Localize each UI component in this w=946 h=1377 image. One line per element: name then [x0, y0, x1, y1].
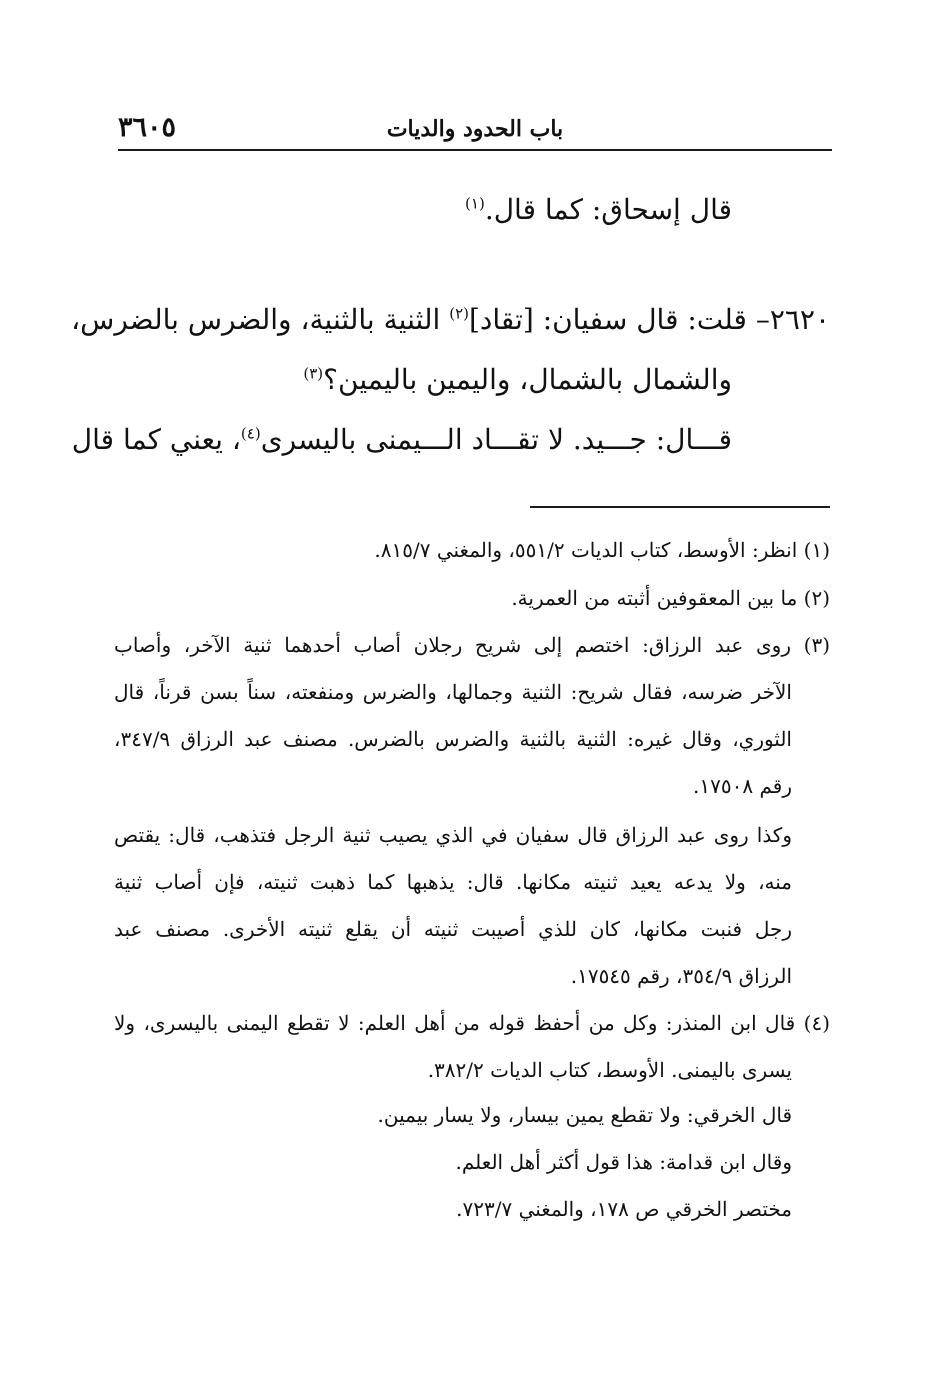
main-line-1: [465, 193, 732, 226]
footnote-3-line: الثوري، وقال غيره: الثنية بالثنية والضرس بالضرس. مصنف عبد الرزاق ٣٤٧/٩،: [114, 727, 792, 751]
main-line-2: [71, 303, 830, 336]
footnote-4-line: مختصر الخرقي ص ١٧٨، والمغني ٧٢٣/٧.: [456, 1197, 792, 1221]
footnote-4-line: يسرى باليمنى. الأوسط، كتاب الديات ٣٨٢/٢.: [427, 1058, 792, 1082]
main-text: والشمال بالشمال، واليمين باليمين؟: [323, 363, 732, 396]
footnote-4-line: (٤) قال ابن المنذر: وكل من أحفظ قوله من أهل العلم: لا تقطع اليمنى باليسرى، ولا: [114, 1011, 830, 1035]
main-line-3: [303, 363, 732, 396]
footnote-3-line: الرزاق ٣٥٤/٩، رقم ١٧٥٤٥.: [570, 964, 792, 988]
footnote-4-line: وقال ابن قدامة: هذا قول أكثر أهل العلم.: [455, 1150, 792, 1174]
main-text: قـــال: جـــيد. لا تقـــاد الـــيمنى باليسرى: [260, 423, 732, 456]
footnote-3-line: رقم ١٧٥٠٨.: [693, 774, 792, 798]
footnote-3-line: رجل فنبت مكانها، كان للذي أصيبت ثنيته أن يقلع ثنيته الأخرى. مصنف عبد: [114, 917, 792, 941]
main-text: ، يعني كما قال: [71, 423, 241, 456]
footnote-3-line: منه، ولا يدعه يعيد ثنيته مكانها. قال: يذهبها كما ذهبت ثنيته، فإن أصاب ثنية: [114, 870, 792, 894]
footnote-3-line: الآخر ضرسه، فقال شريح: الثنية وجمالها، والضرس ومنفعته، سناً بسن قرناً، قال: [114, 680, 792, 704]
footnote-ref-4: (٤): [240, 424, 261, 443]
header-rule: [118, 149, 832, 151]
main-text: ٢٦٢٠– قلت: قال سفيان: [تقاد]: [468, 303, 830, 336]
footnote-3-line: وكذا روى عبد الرزاق قال سفيان في الذي يصيب ثنية الرجل فتذهب، قال: يقتص: [114, 823, 792, 847]
footnote-ref-2: (٢): [449, 304, 469, 323]
main-text: قال إسحاق: كما قال.: [484, 193, 732, 226]
main-text: الثنية بالثنية، والضرس بالضرس،: [71, 303, 450, 336]
footnote-3-line: (٣) روى عبد الرزاق: اختصم إلى شريح رجلان أصاب أحدهما ثنية الآخر، وأصاب: [114, 633, 830, 657]
page-number: ٣٦٠٥: [118, 112, 177, 143]
footnote-ref-3: (٣): [303, 364, 324, 383]
footnote-4-line: قال الخرقي: ولا تقطع يمين بيسار، ولا يسار بيمين.: [377, 1103, 792, 1127]
running-title: باب الحدود والديات: [386, 116, 564, 142]
footnote-rule: [530, 506, 830, 508]
footnote-ref-1: (١): [465, 194, 485, 213]
footnote-2: (٢) ما بين المعقوفين أثبته من العمرية.: [511, 586, 830, 610]
main-line-4: [71, 423, 732, 456]
footnote-1: (١) انظر: الأوسط، كتاب الديات ٥٥١/٢، والمغني ٨١٥/٧.: [374, 538, 830, 562]
